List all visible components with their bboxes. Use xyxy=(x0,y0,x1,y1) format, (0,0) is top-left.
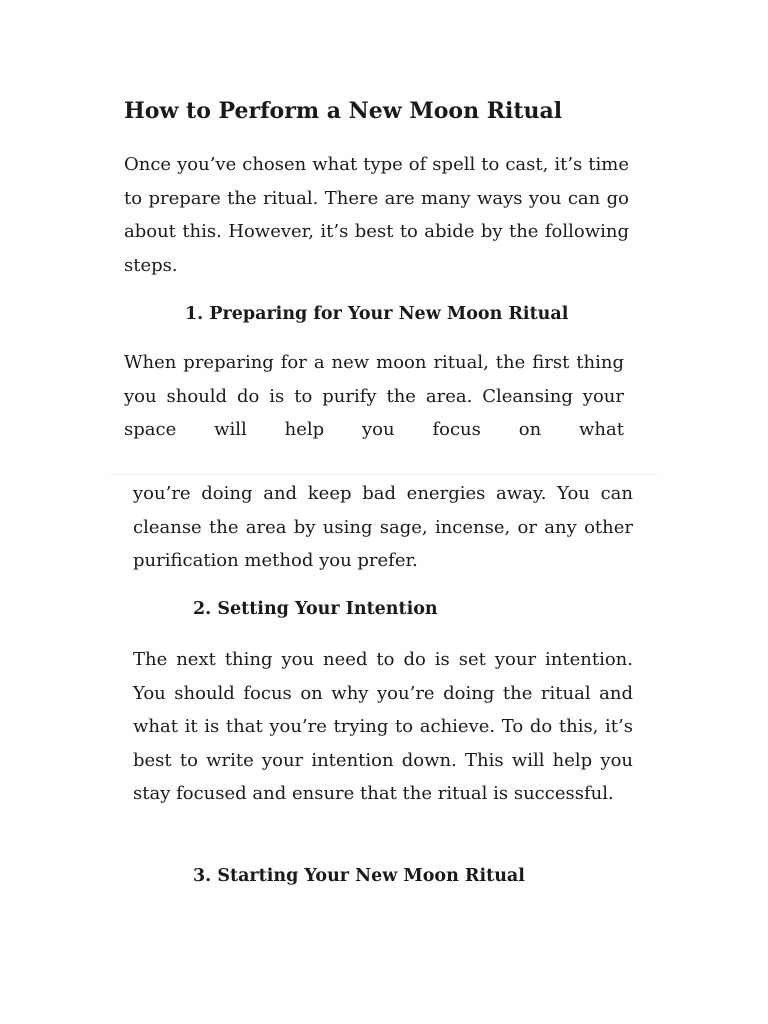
intro-paragraph: Once you’ve chosen what type of spell to cast, it’s time to prepare the ritual. There are many ways you can go about this. However, it’s best to abide by the following steps. xyxy=(124,154,629,276)
section-heading-starting: 3. Starting Your New Moon Ritual xyxy=(193,866,525,886)
page-break-divider xyxy=(110,474,658,475)
preparing-paragraph-part2: you’re doing and keep bad energies away. You can cleanse the area by using sage, incense, or any other purification method you prefer. xyxy=(133,483,633,571)
intention-paragraph: The next thing you need to do is set your intention. You should focus on why you’re doing the ritual and what it is that you’re trying to achieve. To do this, it’s best to write your intention down. This will help you stay focused and ensure that the ritual is successful. xyxy=(133,649,633,804)
preparing-paragraph-part1: When preparing for a new moon ritual, the first thing you should do is to purify the area. Cleansing your space will help you focus on what xyxy=(124,352,624,440)
page-title: How to Perform a New Moon Ritual xyxy=(124,98,563,124)
section-heading-intention: 2. Setting Your Intention xyxy=(193,599,438,619)
section-heading-preparing: 1. Preparing for Your New Moon Ritual xyxy=(185,304,569,324)
